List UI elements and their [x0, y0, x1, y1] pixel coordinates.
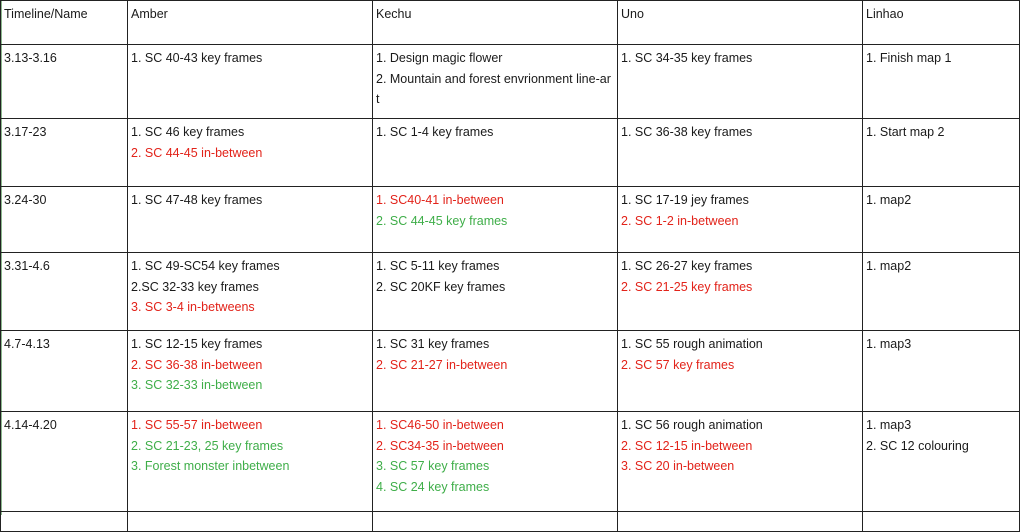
header-cell-kechu[interactable]: [373, 1, 618, 45]
task-item: 1. SC 55-57 in-between: [131, 418, 263, 432]
timeline-cell[interactable]: [1, 187, 128, 253]
header-label: Uno: [621, 7, 644, 21]
task-item: 2. SC 12-15 in-between: [621, 438, 753, 453]
timeline-cell[interactable]: [1, 412, 128, 512]
task-item: 1. SC 12-15 key frames: [131, 337, 263, 351]
header-cell-timeline[interactable]: [1, 1, 128, 45]
task-item: 1. SC40-41 in-between: [376, 193, 504, 207]
task-item: 1. SC 31 key frames: [376, 337, 490, 351]
timeline-label: 3.24-30: [4, 193, 47, 207]
task-item: 2. SC 20KF key frames: [376, 279, 506, 294]
task-cell-amber[interactable]: [128, 331, 373, 412]
task-item: 1. SC 56 rough animation: [621, 418, 763, 432]
task-item: 3. SC 57 key frames: [376, 459, 490, 473]
timeline-cell[interactable]: [1, 119, 128, 187]
task-item: 2. SC 57 key frames: [621, 357, 735, 372]
timeline-label: 3.31-4.6: [4, 259, 50, 273]
task-item: 1. SC 49-SC54 key frames: [131, 259, 280, 273]
timeline-label: 4.7-4.13: [4, 337, 50, 351]
task-item: 2. SC 21-27 in-between: [376, 357, 508, 372]
task-item: 1. SC 1-4 key frames: [376, 125, 494, 139]
task-cell-uno[interactable]: [618, 187, 863, 253]
task-item: 1. SC46-50 in-between: [376, 418, 504, 432]
timeline-cell[interactable]: [1, 253, 128, 331]
task-item: 1. Finish map 1: [866, 51, 952, 65]
task-item: 1. SC 47-48 key frames: [131, 193, 263, 207]
task-item: 1. Design magic flower: [376, 51, 503, 65]
task-item: 3. SC 20 in-between: [621, 459, 735, 473]
task-item: 2.SC 32-33 key frames: [131, 279, 259, 294]
task-cell-amber[interactable]: [128, 119, 373, 187]
task-cell-amber[interactable]: [128, 45, 373, 119]
header-label: Linhao: [866, 7, 904, 21]
schedule-body: [1, 1, 1020, 532]
task-cell-kechu[interactable]: [373, 45, 618, 119]
task-item: 1. SC 36-38 key frames: [621, 125, 753, 139]
task-cell-linhao[interactable]: [863, 412, 1020, 512]
task-item: 2. SC 21-23, 25 key frames: [131, 438, 284, 453]
task-item: 2. SC34-35 in-between: [376, 438, 504, 453]
task-item: 1. SC 55 rough animation: [621, 337, 763, 351]
task-item: 1. SC 17-19 jey frames: [621, 193, 749, 207]
task-cell-kechu[interactable]: [373, 253, 618, 331]
task-cell-linhao[interactable]: [863, 119, 1020, 187]
timeline-label: 4.14-4.20: [4, 418, 57, 432]
task-cell-uno[interactable]: [618, 331, 863, 412]
task-item: 4. SC 24 key frames: [376, 479, 490, 494]
task-item: 1. map2: [866, 259, 912, 273]
task-cell-uno[interactable]: [618, 412, 863, 512]
header-label: Kechu: [376, 7, 412, 21]
task-item: 1. SC 40-43 key frames: [131, 51, 263, 65]
task-cell-kechu[interactable]: [373, 412, 618, 512]
task-item: 2. SC 44-45 key frames: [376, 213, 508, 228]
table-row: [1, 253, 1020, 331]
task-cell-kechu[interactable]: [373, 331, 618, 412]
task-item: 2. SC 44-45 in-between: [131, 145, 263, 160]
table-row: [1, 45, 1020, 119]
task-item: 1. SC 5-11 key frames: [376, 259, 500, 273]
task-cell-kechu[interactable]: [373, 119, 618, 187]
task-cell-amber[interactable]: [128, 253, 373, 331]
task-cell-uno[interactable]: [618, 119, 863, 187]
table-row: [1, 412, 1020, 512]
timeline-cell[interactable]: [1, 45, 128, 119]
header-row: [1, 1, 1020, 45]
timeline-label: 3.13-3.16: [4, 51, 57, 65]
task-item: 2. SC 12 colouring: [866, 438, 969, 453]
task-item: 2. SC 21-25 key frames: [621, 279, 753, 294]
task-item: 3. SC 3-4 in-betweens: [131, 300, 255, 314]
task-cell-linhao[interactable]: [863, 45, 1020, 119]
table-row: [1, 187, 1020, 253]
header-cell-amber[interactable]: [128, 1, 373, 45]
task-item: 3. SC 32-33 in-between: [131, 378, 263, 392]
task-cell-uno[interactable]: [618, 253, 863, 331]
timeline-label: 3.17-23: [4, 125, 47, 139]
task-item: 2. SC 36-38 in-between: [131, 357, 263, 372]
task-cell-linhao[interactable]: [863, 187, 1020, 253]
task-cell-linhao[interactable]: [863, 253, 1020, 331]
header-cell-linhao[interactable]: [863, 1, 1020, 45]
task-cell-uno[interactable]: [618, 45, 863, 119]
timeline-cell[interactable]: [1, 331, 128, 412]
task-cell-kechu[interactable]: [373, 187, 618, 253]
table-row: [1, 331, 1020, 412]
task-item: 1. map3: [866, 418, 912, 432]
table-row: [1, 119, 1020, 187]
header-label: Timeline/Name: [4, 7, 88, 21]
header-label: Amber: [131, 7, 168, 21]
header-cell-uno[interactable]: [618, 1, 863, 45]
task-item: 1. SC 46 key frames: [131, 125, 245, 139]
task-item: 3. Forest monster inbetween: [131, 459, 290, 473]
task-cell-amber[interactable]: [128, 412, 373, 512]
task-item: 1. map3: [866, 337, 912, 351]
task-cell-amber[interactable]: [128, 187, 373, 253]
task-item: 2. SC 1-2 in-between: [621, 213, 739, 228]
task-item: 2. Mountain and forest envrionment line-art: [376, 71, 611, 106]
task-item: 1. map2: [866, 193, 912, 207]
task-item: 1. SC 34-35 key frames: [621, 51, 753, 65]
task-cell-linhao[interactable]: [863, 331, 1020, 412]
task-item: 1. Start map 2: [866, 125, 945, 139]
task-item: 1. SC 26-27 key frames: [621, 259, 753, 273]
